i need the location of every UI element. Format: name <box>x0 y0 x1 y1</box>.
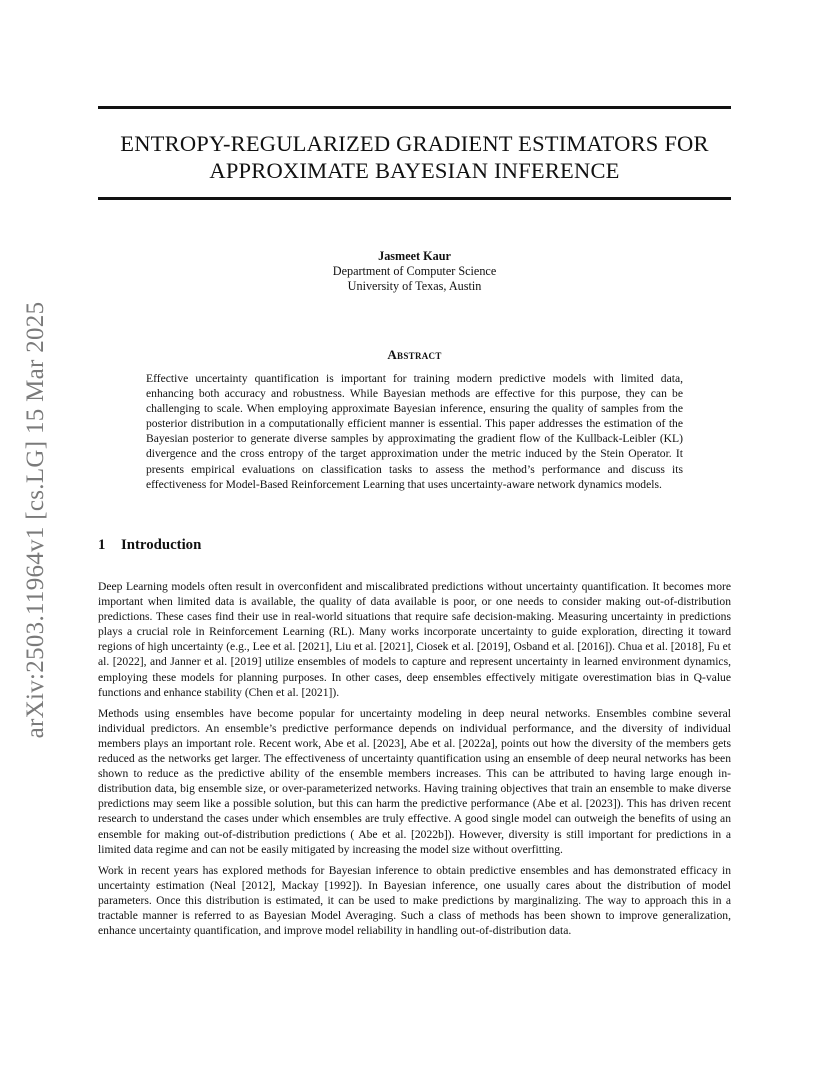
paper-title-line-1: ENTROPY-REGULARIZED GRADIENT ESTIMATORS FOR <box>120 131 709 156</box>
paper-title <box>98 130 731 184</box>
body-paragraph: Methods using ensembles have become popular for uncertainty modeling in deep neural networks. Ensembles combine several individual predictors. An ensemble’s predictive performance depends on individual performance, and the diversity of individual members plays an important role. Recent work, Abe et al. [2023], Abe et al. [2022a], points out how the diversity of the members gets reduced as the networks get larger. The effectiveness of uncertainty quantification using an ensemble of deep neural networks has been shown to reduce as the predictive ability of the ensemble members increases. This can be attributed to having large enough in-distribution data, big ensemble size, or over-parameterized networks. Having training objectives that train an ensemble to make diverse predictions may seem like a possible solution, but this can harm the predictive performance (Abe et al. [2023]). This has driven recent research to understand the cases under which ensembles are truly effective. A good single model can outweigh the benefits of using an ensemble for making out-of-distribution predictions ( Abe et al. [2022b]). However, diversity is still important for predictions in a limited data regime and can not be easily mitigated by increasing the model size without overfitting. <box>98 706 731 856</box>
arxiv-identifier-stamp: arXiv:2503.11964v1 [cs.LG] 15 Mar 2025 <box>22 301 49 739</box>
abstract-text: Effective uncertainty quantification is important for training modern predictive models with limited data, enhancing both accuracy and robustness. While Bayesian methods are effective for this purpose, they can be challenging to scale. When employing approximate Bayesian inference, ensuring the quality of samples from the posterior distribution in a computationally efficient manner is essential. This paper addresses the estimation of the Bayesian posterior to generate diverse samples by approximating the gradient flow of the Kullback-Leibler (KL) divergence and the cross entropy of the target approximation under the metric induced by the Stein Operator. It presents empirical evaluations on classification tasks to assess the method’s performance and discuss its effectiveness for Model-Based Reinforcement Learning that uses uncertainty-aware network dynamics models. <box>146 372 683 491</box>
paper-title-line-2: APPROXIMATE BAYESIAN INFERENCE <box>209 158 620 183</box>
body-paragraph: Deep Learning models often result in overconfident and miscalibrated predictions without uncertainty quantification. It becomes more important when limited data is available, the quality of data available is poor, or one needs to consider making out-of-distribution predictions. These cases find their use in real-world situations that require safe decision-making. Measuring uncertainty in predictions plays a crucial role in Reinforcement Learning (RL). Many works incorporate uncertainty to guide exploration, directing it toward regions of high uncertainty (e.g., Lee et al. [2021], Liu et al. [2021], Ciosek et al. [2019], Osband et al. [2016]). Chua et al. [2018], Fu et al. [2022], and Janner et al. [2019] utilize ensembles of models to capture and represent uncertainty in learned environment dynamics, employing these models for planning purposes. In other cases, deep ensembles effectively mitigate overestimation bias in Q-value functions and enhance stability (Chen et al. [2021]). <box>98 580 731 699</box>
author-block <box>98 249 731 294</box>
title-top-rule <box>98 106 731 109</box>
author-department: Department of Computer Science <box>332 264 497 278</box>
title-bottom-rule <box>98 197 731 200</box>
section-number: 1 <box>98 537 106 553</box>
abstract-heading: Abstract <box>387 347 442 362</box>
author-university: University of Texas, Austin <box>347 279 482 293</box>
section-title: Introduction <box>121 537 202 553</box>
section-heading <box>98 537 731 554</box>
body-paragraph: Work in recent years has explored methods for Bayesian inference to obtain predictive ensembles and has demonstrated efficacy in uncertainty estimation (Neal [2012], Mackay [1992]). In Bayesian inference, one usually cares about the distribution of model parameters. Once this distribution is estimated, it can be used to make predictions by marginalizing. The way to approach this in a tractable manner is referred to as Bayesian Model Averaging. Such a class of methods has been shown to improve generalization, enhance uncertainty quantification, and improve model reliability in handling out-of-distribution data. <box>98 863 731 938</box>
section-body <box>98 579 731 944</box>
author-name: Jasmeet Kaur <box>378 249 451 263</box>
